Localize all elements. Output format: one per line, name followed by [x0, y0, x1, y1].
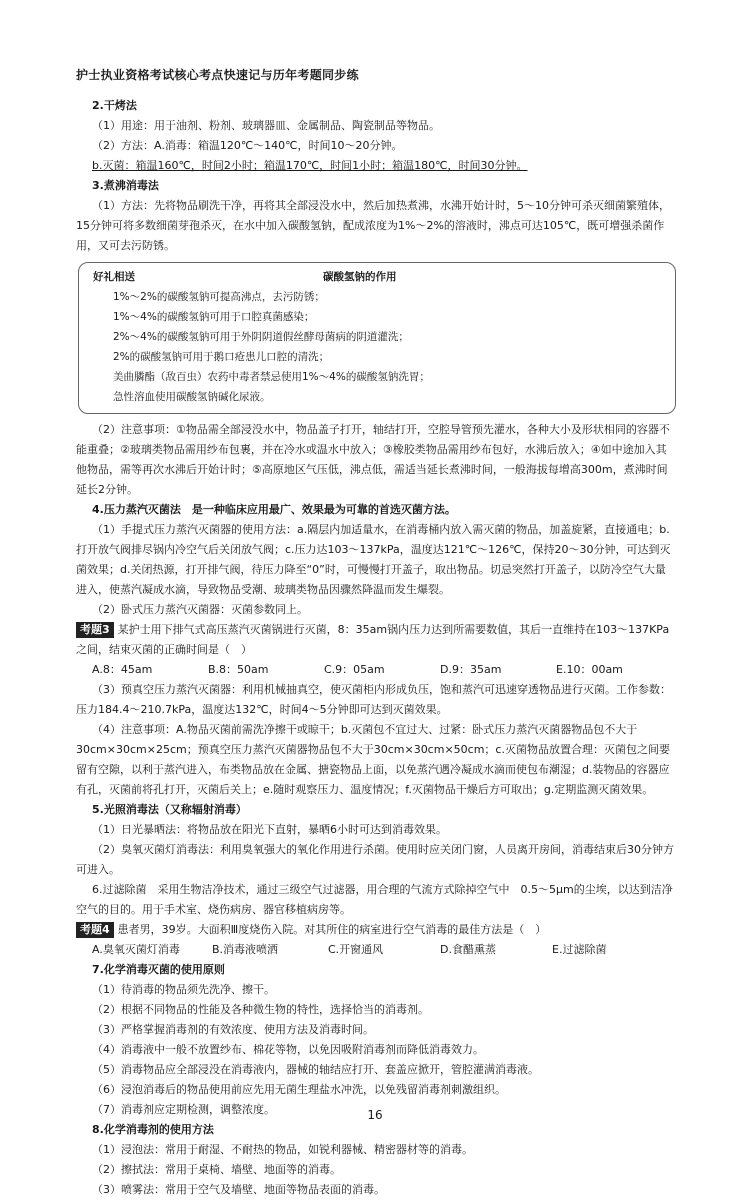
tip-box-line: 1%～4%的碳酸氢钠可用于口腔真菌感染； — [113, 311, 315, 323]
paragraph: （2）注意事项：①物品需全部浸没水中，物品盖子打开，轴结打开，空腔导管预先灌水，各种大小及形状相同的容器不能重叠；②玻璃类物品需用纱布包裹，并在冷水或温水中放入；③橡胶类物品需用纱布包好，水沸后放入；④如中途加入其他物品，需等再次水沸后开始计时；⑤高原地区气压低，沸点低，需适当延长煮沸时间，一般海拔每增高300m，煮沸时间延长2分钟。 — [76, 423, 670, 496]
answer-option: D.食醋熏蒸 — [440, 943, 496, 956]
exam-question — [76, 920, 676, 940]
tip-box-line: 2%的碳酸氢钠可用于鹅口疮患儿口腔的清洗； — [113, 351, 330, 363]
paragraph: （1）方法：先将物品刷洗干净，再将其全部浸没水中，然后加热煮沸，水沸开始计时，5～10分钟可杀灭细菌繁殖体，15分钟可将多数细菌芽孢杀灭，在水中加入碳酸氢钠，配成浓度为1%～2%的溶液时，沸点可达105℃，既可增强杀菌作用，又可去污防锈。 — [76, 199, 670, 252]
list-item: （2）擦拭法：常用于桌椅、墙壁、地面等的消毒。 — [92, 1163, 341, 1176]
question-tag: 考题4 — [76, 922, 114, 938]
tip-box-line: 急性溶血使用碳酸氢钠碱化尿液。 — [113, 391, 271, 403]
paragraph: （1）手提式压力蒸汽灭菌器的使用方法：a.隔层内加适量水，在消毒桶内放入需灭菌的物品，加盖旋紧，直接通电；b.打开放气阀排尽锅内冷空气后关闭放气阀；c.压力达103～137kPa，温度达121℃～126℃，保持20～30分钟，可达到灭菌效果；d.关闭热源，打开排气阀，待压力降至“0”时，可慢慢打开盖子，取出物品。切忌突然打开盖子，以防冷空气大量进入，使蒸汽凝成水滴，导致物品受潮、玻璃类物品因骤然降温而发生爆裂。 — [76, 523, 671, 596]
answer-options — [76, 940, 676, 960]
answer-option: C.9：05am — [324, 663, 385, 676]
section-title: 5.光照消毒法（又称辐射消毒） — [92, 803, 247, 816]
list-item: （5）消毒物品应全部浸没在消毒液内，器械的轴结应打开、套盖应掀开，管腔灌满消毒液。 — [92, 1063, 539, 1076]
paragraph: （2）臭氧灭菌灯消毒法：利用臭氧强大的氧化作用进行杀菌。使用时应关闭门窗，人员离开房间，消毒结束后30分钟方可进入。 — [76, 843, 674, 876]
paragraph: 6.过滤除菌 采用生物洁净技术，通过三级空气过滤器，用合理的气流方式除掉空气中 0.5～5μm的尘埃，以达到洁净空气的目的。用于手术室、烧伤病房、器官移植病房等。 — [76, 883, 673, 916]
paragraph: （1）日光暴晒法：将物品放在阳光下直射，暴晒6小时可达到消毒效果。 — [92, 823, 447, 836]
answer-options — [76, 660, 676, 680]
list-item: （2）根据不同物品的性能及各种微生物的特性，选择恰当的消毒剂。 — [92, 1003, 429, 1016]
paragraph: （1）用途：用于油剂、粉剂、玻璃器皿、金属制品、陶瓷制品等物品。 — [92, 119, 440, 132]
page-body — [76, 96, 676, 1200]
section-title: 7.化学消毒灭菌的使用原则 — [92, 963, 225, 976]
list-item: （1）浸泡法：常用于耐湿、不耐热的物品，如锐利器械、精密器材等的消毒。 — [92, 1143, 473, 1156]
tip-box-line: 2%～4%的碳酸氢钠可用于外阴阴道假丝酵母菌病的阴道灌洗； — [113, 331, 409, 343]
tip-box-header — [93, 267, 663, 287]
tip-box — [78, 262, 676, 414]
question-stem: 患者男，39岁。大面积Ⅲ度烧伤入院。对其所住的病室进行空气消毒的最佳方法是（ ） — [117, 923, 547, 936]
tip-box-title: 碳酸氢钠的作用 — [323, 271, 397, 283]
section-title: 2.干烤法 — [92, 99, 137, 112]
answer-option: B.8：50am — [208, 663, 269, 676]
section-title: 4.压力蒸汽灭菌法 是一种临床应用最广、效果最为可靠的首选灭菌方法。 — [92, 503, 456, 516]
answer-option: B.消毒液喷洒 — [212, 943, 279, 956]
answer-option: E.10：00am — [556, 663, 623, 676]
page-number: 16 — [367, 1108, 383, 1122]
exam-question — [76, 620, 676, 660]
list-item: （3）喷雾法：常用于空气及墙壁、地面等物品表面的消毒。 — [92, 1183, 385, 1196]
paragraph: （4）注意事项：A.物品灭菌前需洗净擦干或晾干；b.灭菌包不宜过大、过紧：卧式压力蒸汽灭菌器物品包不大于30cm×30cm×25cm；预真空压力蒸汽灭菌器物品包不大于30cm×30cm×50cm；c.灭菌物品放置合理：灭菌包之间要留有空隙，以利于蒸汽进入，布类物品放在金属、搪瓷物品上面，以免蒸汽遇冷凝成水滴而使包布潮湿；d.装物品的容器应有孔，灭菌前将孔打开，灭菌后关上；e.随时观察压力、温度情况；f.灭菌物品干燥后方可取出；g.定期监测灭菌效果。 — [76, 723, 670, 796]
list-item: （3）严格掌握消毒剂的有效浓度、使用方法及消毒时间。 — [92, 1023, 374, 1036]
answer-option: E.过滤除菌 — [552, 943, 607, 956]
list-item: （6）浸泡消毒后的物品使用前应先用无菌生理盐水冲洗，以免残留消毒剂刺激组织。 — [92, 1083, 506, 1096]
question-stem: 某护士用下排气式高压蒸汽灭菌锅进行灭菌，8：35am锅内压力达到所需要数值，其后一直维持在103～137KPa之间，结束灭菌的正确时间是（ ） — [76, 623, 670, 656]
section-title: 3.煮沸消毒法 — [92, 179, 159, 192]
paragraph: （3）预真空压力蒸汽灭菌器：利用机械抽真空，使灭菌柜内形成负压，饱和蒸汽可迅速穿透物品进行灭菌。工作参数：压力184.4～210.7kPa，温度达132℃，时间4～5分钟即可达到灭菌效果。 — [76, 683, 671, 716]
tip-box-label: 好礼相送 — [93, 271, 135, 283]
list-item: （7）消毒剂应定期检测，调整浓度。 — [92, 1103, 275, 1116]
answer-option: D.9：35am — [440, 663, 502, 676]
answer-option: C.开窗通风 — [328, 943, 384, 956]
paragraph: （2）方法：A.消毒：箱温120℃～140℃，时间10～20分钟。 — [92, 139, 403, 152]
tip-box-line: 1%～2%的碳酸氢钠可提高沸点，去污防锈； — [113, 291, 325, 303]
answer-option: A.8：45am — [92, 663, 153, 676]
running-head: 护士执业资格考试核心考点快速记与历年考题同步练 — [76, 68, 359, 82]
answer-option: A.臭氧灭菌灯消毒 — [92, 943, 180, 956]
tip-box-line: 美曲膦酯（敌百虫）农药中毒者禁忌使用1%～4%的碳酸氢钠洗胃； — [113, 371, 430, 383]
paragraph: （2）卧式压力蒸汽灭菌器：灭菌参数同上。 — [92, 603, 308, 616]
question-tag: 考题3 — [76, 622, 114, 638]
paragraph: b.灭菌：箱温160℃，时间2小时；箱温170℃，时间1小时；箱温180℃，时间30分钟。 — [92, 159, 528, 172]
section-title: 8.化学消毒剂的使用方法 — [92, 1123, 214, 1136]
list-item: （4）消毒液中一般不放置纱布、棉花等物，以免因吸附消毒剂而降低消毒效力。 — [92, 1043, 484, 1056]
list-item: （1）待消毒的物品须先洗净、擦干。 — [92, 983, 275, 996]
